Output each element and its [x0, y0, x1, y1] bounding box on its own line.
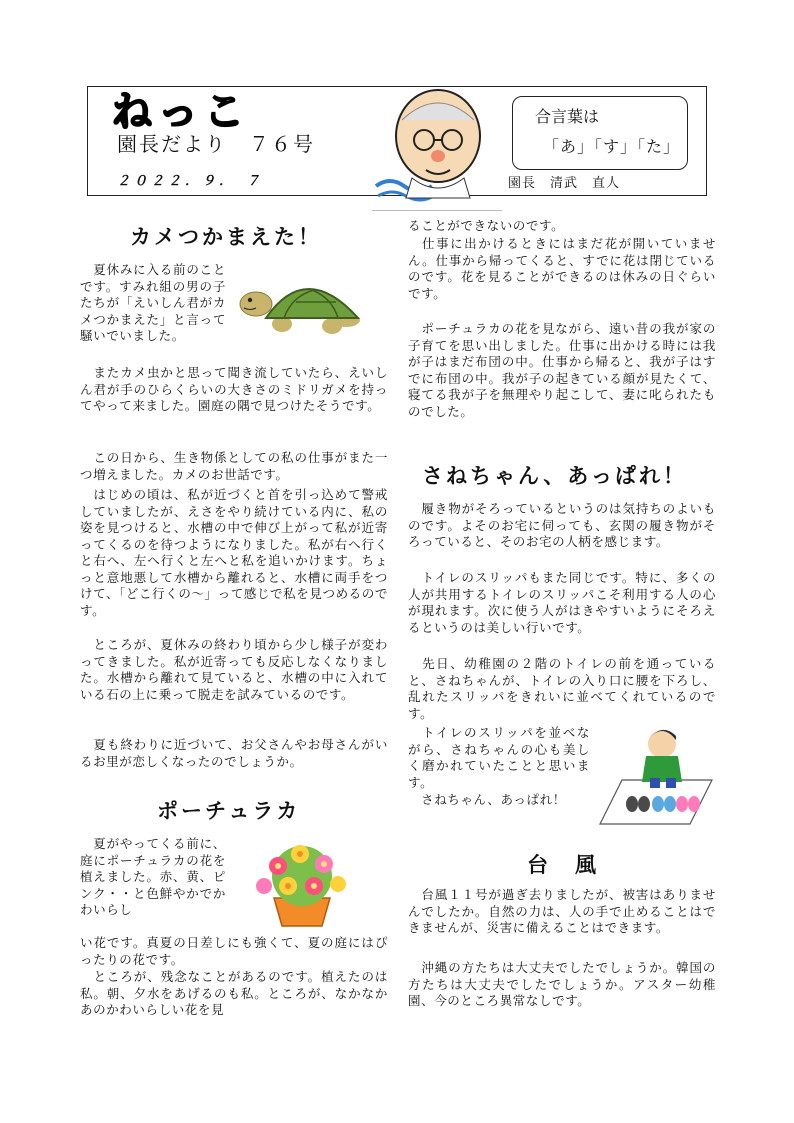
portulaca-paragraph-3: ところが、残念なことがあるのです。植えたのは私。朝、夕水をあげるのも私。ところが、なかなかあのかわいらしい花を見	[80, 969, 388, 1017]
turtle-paragraph-2: またカメ虫かと思って聞き流していたら、えいしん君が手のひらくらいの大きさのミドリガメを持ってやって来ました。園庭の隅で見つけたそうです。	[80, 365, 388, 413]
sane-paragraph-3: 先日、幼稚園の２階のトイレの前を通っていると、さねちゃんが、トイレの入り口に腰を下ろし、乱れたスリッパをきれいに並べてくれているのです。	[408, 656, 716, 721]
principal-name: 園長 清武 直人	[508, 176, 621, 191]
sane-paragraph-4: トイレのスリッパを並べながら、さねちゃんの心も美しく磨かれていたことと思います。	[408, 725, 590, 790]
portulaca-paragraph-5: 仕事に出かけるときにはまだ花が開いていません。仕事から帰ってくると、すでに花は閉じているのです。花を見ることができるのは休みの日ぐらいです。	[408, 236, 716, 301]
newsletter-subtitle: 園長だより ７６号	[117, 132, 315, 156]
typhoon-paragraph-2: 沖縄の方たちは大丈夫でしたでしょうか。韓国の方たちは大丈夫でしたでしょうか。アスター幼稚園、今のところ異常なしです。	[408, 960, 716, 1008]
portrait-divider	[372, 210, 502, 211]
portulaca-flower-illustration	[244, 836, 360, 932]
sane-paragraph-2: トイレのスリッパもまた同じです。特に、多くの人が共用するトイレのスリッパこそ利用する人の心が現れます。次に使う人がはきやすいようにそろえるというのは美しい行いです。	[408, 570, 716, 635]
turtle-paragraph-5: ところが、夏休みの終わり頃から少し様子が変わってきました。私が近寄っても反応しなくなりました。水槽から離れて見ていると、水槽の中に入れている石の上に乗って脱走を試みているのです。	[80, 637, 388, 702]
sane-paragraph-1: 履き物がそろっているというのは気持ちのよいものです。よそのお宅に伺っても、玄関の履き物がそろっていると、そのお宅の人柄を感じます。	[408, 501, 716, 549]
motto-label: 合言葉は	[535, 107, 600, 126]
turtle-paragraph-6: 夏も終わりに近づいて、お父さんやお母さんがいるお里が恋しくなったのでしょうか。	[80, 737, 388, 769]
turtle-illustration	[236, 262, 372, 340]
portulaca-paragraph-6: ポーチュラカの花を見ながら、遠い昔の我が家の子育てを思い出しました。仕事に出かける時には我が子はまだ布団の中。仕事から帰ると、我が子はすでに布団の中。我が子の起きている顔が見たくて、寝てる我が子を無理やり起こして、妻に叱られたものでした。	[408, 321, 716, 419]
turtle-paragraph-3: この日から、生き物係としての私の仕事がまた一つ増えました。カメのお世話です。	[80, 450, 388, 482]
article-heading-sane-chan: さねちゃん、あっぱれ！	[422, 464, 688, 488]
article-heading-portulaca: ポーチュラカ	[157, 799, 301, 823]
article-heading-turtle: カメつかまえた！	[130, 225, 322, 249]
portulaca-paragraph-1: 夏がやってくる前に、庭にポーチュラカの花を植えました。赤、黄、ピンク・・と色鮮やかでかわいらし	[80, 836, 226, 917]
motto-text: 「あ」「す」「た」	[543, 137, 681, 156]
turtle-paragraph-4: はじめの頃は、私が近づくと首を引っ込めて警戒していましたが、えさをやり続けている内に、私の姿を見つけると、水槽の中で伸び上がって私が近寄ってくるのを待つようになりました。私が右へ行くと右へ、左へ行くと左へと私を追いかけます。ちょっと意地悪して水槽から離れると、水槽に両手をつけて、「どこ行くの～」って感じで私を見つめるのです。	[80, 487, 388, 618]
article-heading-typhoon: 台 風	[527, 853, 599, 877]
issue-date: ２０２２．９． ７	[117, 174, 264, 189]
portulaca-paragraph-4: ることができないのです。	[408, 218, 565, 233]
principal-portrait-illustration	[372, 88, 502, 206]
turtle-paragraph-1: 夏休みに入る前のことです。すみれ組の男の子たちが「えいしん君がカメつかまえた」と言って騒いでいました。	[80, 262, 226, 343]
sane-paragraph-5: さねちゃん、あっぱれ！	[408, 792, 566, 807]
child-arranging-slippers-illustration	[596, 726, 714, 830]
typhoon-paragraph-1: 台風１１号が過ぎ去りましたが、被害はありませんでしたか。自然の力は、人の手で止めることはできませんが、災害に備えることはできます。	[408, 887, 716, 935]
portulaca-paragraph-2: い花です。真夏の日差しにも強くて、夏の庭にはぴったりの花です。	[80, 935, 388, 967]
newsletter-logo-title: ねっこ	[112, 89, 250, 135]
